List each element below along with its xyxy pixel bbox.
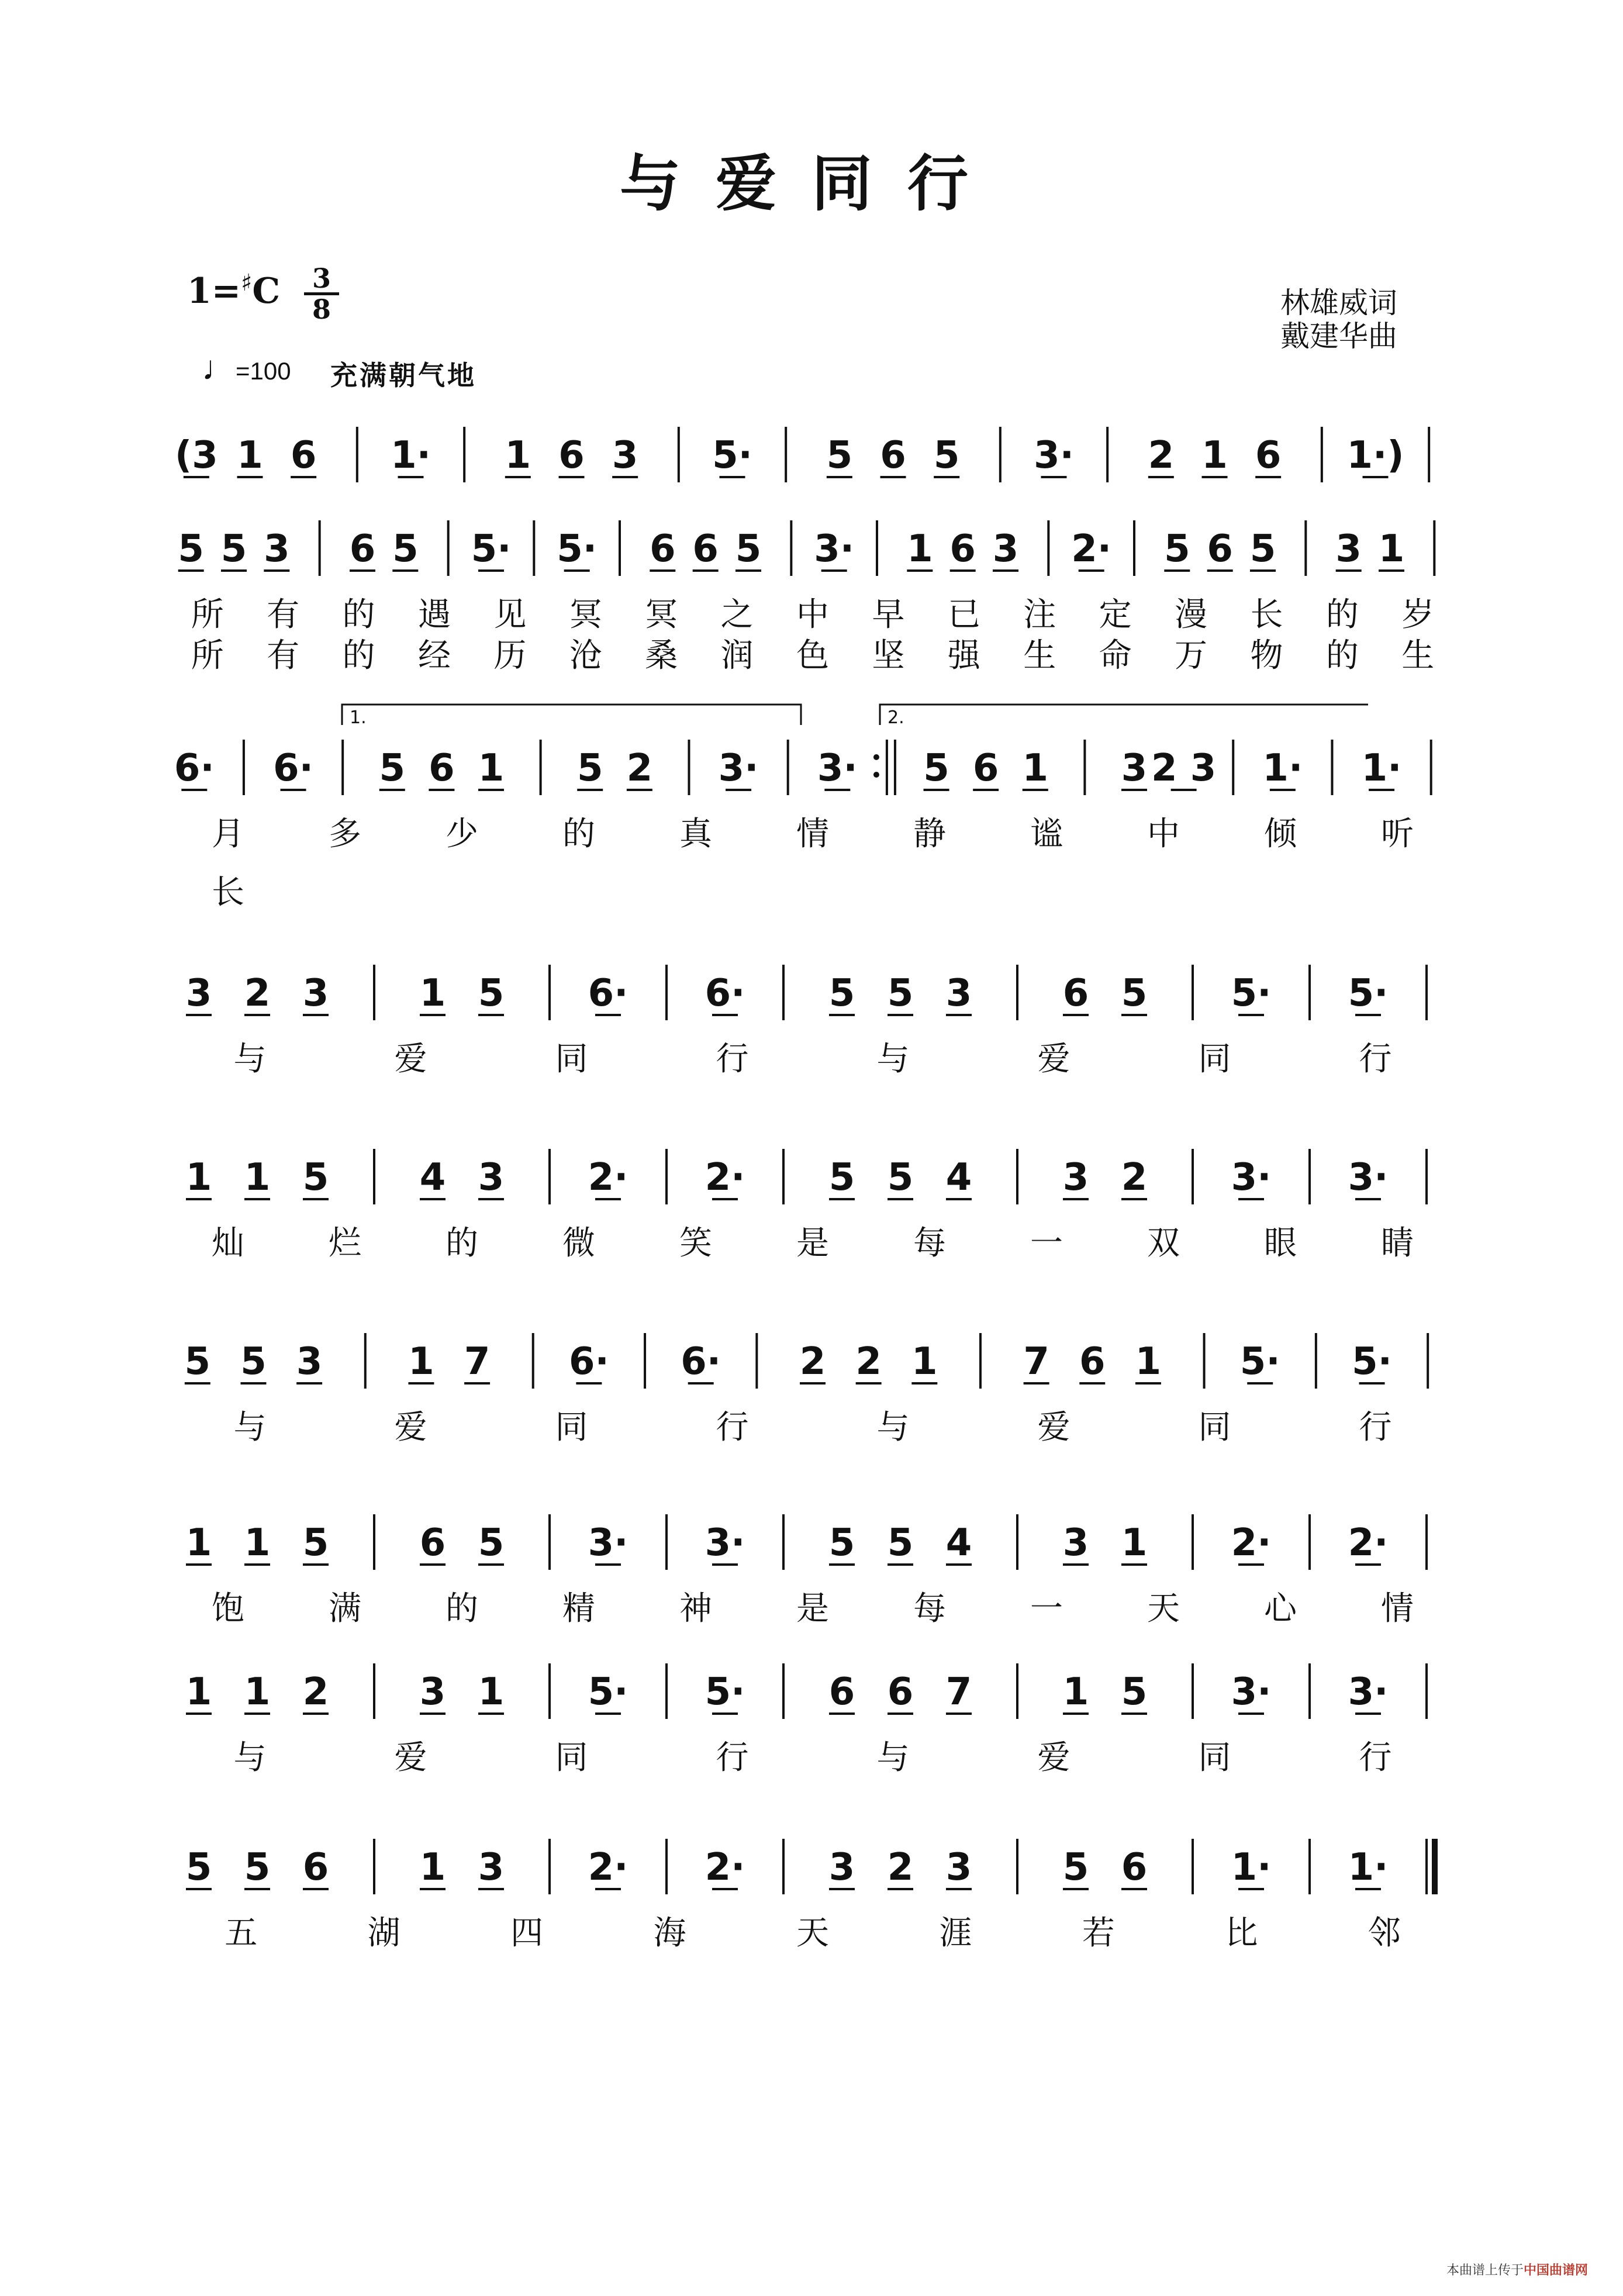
note-numeral: 6	[1207, 527, 1233, 571]
key-prefix: 1=	[187, 271, 241, 312]
lyric-char: 倾	[1264, 815, 1297, 853]
note-numeral: 1	[419, 972, 446, 1015]
time-denominator: 8	[304, 292, 339, 323]
lyric-char: 若	[1082, 1914, 1115, 1952]
time-numerator: 3	[312, 263, 331, 294]
note-numeral: 5	[828, 972, 855, 1015]
note-numeral: 2	[1121, 1156, 1148, 1199]
lyric-char: 行	[716, 1408, 749, 1446]
lyric-char: 漫	[1175, 596, 1208, 634]
note-numeral: 3	[945, 972, 972, 1015]
lyric-char: 与	[233, 1408, 267, 1446]
lyric-char-second-verse: 沧	[569, 637, 602, 675]
note-numeral: 6	[880, 434, 906, 477]
lyric-char-second-verse: 经	[417, 637, 451, 675]
note-numeral: 6·	[174, 747, 215, 790]
note-numeral: 6	[558, 434, 585, 477]
lyric-char-second-verse: 桑	[645, 637, 678, 675]
lyric-char: 湖	[367, 1914, 400, 1952]
note-numeral: 3	[1121, 747, 1148, 790]
lyric-char: 已	[947, 596, 980, 634]
expression-marking: 充满朝气地	[330, 360, 476, 391]
lyric-char: 岁	[1401, 596, 1435, 634]
note-numeral: 2	[244, 972, 271, 1015]
lyric-char: 满	[329, 1590, 361, 1628]
lyric-char: 与	[876, 1408, 910, 1446]
lyric-char: 的	[562, 815, 595, 853]
lyric-char: 双	[1147, 1224, 1180, 1262]
note-numeral: 2·	[705, 1156, 745, 1199]
lyric-char: 笑	[679, 1224, 712, 1262]
lyric-char: 饱	[212, 1590, 244, 1628]
lyric-char-second-verse: 生	[1023, 637, 1056, 675]
note-numeral: 1	[419, 1846, 446, 1889]
lyric-char: 烂	[329, 1224, 361, 1262]
lyric-char: 天	[796, 1914, 829, 1952]
lyric-char: 是	[796, 1590, 829, 1628]
note-numeral: 4	[419, 1156, 446, 1199]
note-numeral: 6	[302, 1846, 329, 1889]
note-numeral: 2·	[588, 1846, 629, 1889]
note-numeral: 4	[945, 1521, 972, 1565]
note-numeral: 5	[302, 1521, 329, 1565]
note-numeral: 3	[945, 1846, 972, 1889]
note-numeral: 3	[478, 1846, 505, 1889]
note-numeral: 3·	[1231, 1670, 1272, 1714]
lyric-char: 的	[1325, 596, 1359, 634]
lyric-char: 行	[1359, 1040, 1392, 1078]
note-numeral: 5	[185, 1846, 212, 1889]
note-numeral: 1	[244, 1521, 271, 1565]
lyric-char: 冥	[645, 596, 678, 634]
note-numeral: 1	[478, 1670, 505, 1714]
note-numeral: 7	[1023, 1340, 1049, 1383]
note-numeral: 3	[296, 1340, 323, 1383]
lyric-char: 与	[233, 1739, 267, 1777]
note-numeral: 1·	[1361, 747, 1402, 790]
repeat-dot	[873, 754, 879, 760]
note-numeral: 6	[1079, 1340, 1106, 1383]
note-numeral: 5·	[588, 1670, 629, 1714]
note-numeral: 2	[887, 1846, 914, 1889]
note-numeral: 5	[379, 747, 406, 790]
page-title: 与爱同行	[619, 148, 1003, 219]
note-numeral: 3	[419, 1670, 446, 1714]
composer-credit: 戴建华曲	[1280, 319, 1397, 353]
lyric-char: 情	[796, 815, 829, 853]
note-numeral: 5·	[557, 527, 598, 571]
note-numeral: 3	[612, 434, 638, 477]
note-numeral: 6	[419, 1521, 446, 1565]
note-numeral: 3	[828, 1846, 855, 1889]
lyric-char: 爱	[394, 1408, 427, 1446]
lyric-char: 同	[555, 1408, 588, 1446]
note-numeral: 1	[185, 1521, 212, 1565]
key-letter: C	[252, 271, 281, 312]
lyric-char: 遇	[417, 596, 451, 634]
note-numeral: 2	[626, 747, 653, 790]
lyric-char: 谧	[1030, 815, 1063, 853]
note-numeral: 2 3	[1151, 747, 1217, 790]
note-numeral: 5·	[1348, 972, 1389, 1015]
lyric-char: 爱	[1037, 1040, 1071, 1078]
note-numeral: 6	[949, 527, 976, 571]
lyric-char: 长	[1250, 596, 1283, 634]
lyricist-credit: 林雄威词	[1280, 286, 1397, 320]
note-numeral: 5	[478, 1521, 505, 1565]
note-numeral: 3	[478, 1156, 505, 1199]
note-numeral: 6	[290, 434, 317, 477]
note-numeral: 2·	[588, 1156, 629, 1199]
lyric-char: 真	[679, 815, 712, 853]
lyric-char: 同	[555, 1040, 588, 1078]
note-numeral: 3·	[588, 1521, 629, 1565]
note-numeral: 6	[429, 747, 455, 790]
lyric-char: 行	[716, 1040, 749, 1078]
note-numeral: 6·	[588, 972, 629, 1015]
lyric-char: 的	[342, 596, 375, 634]
note-numeral: 5	[392, 527, 419, 571]
note-numeral: 3	[992, 527, 1019, 571]
lyric-char: 天	[1147, 1590, 1180, 1628]
note-numeral: 5	[1062, 1846, 1089, 1889]
lyric-char: 行	[1359, 1408, 1392, 1446]
lyric-char: 四	[510, 1914, 544, 1952]
note-numeral: 5	[933, 434, 960, 477]
lyric-char: 神	[679, 1590, 712, 1628]
note-numeral: 6·	[568, 1340, 609, 1383]
lyric-char: 同	[1198, 1739, 1231, 1777]
note-numeral: 6·	[273, 747, 313, 790]
note-numeral: 5·	[1352, 1340, 1392, 1383]
lyric-char: 精	[562, 1590, 595, 1628]
note-numeral: 6	[828, 1670, 855, 1714]
note-numeral: 1	[1378, 527, 1405, 571]
lyric-char: 少	[446, 815, 478, 853]
note-numeral: 3·	[1348, 1670, 1389, 1714]
note-numeral: 6	[650, 527, 676, 571]
lyric-char-second-verse: 物	[1250, 637, 1283, 675]
note-numeral: 3·	[1231, 1156, 1272, 1199]
lyric-char: 所	[191, 596, 224, 634]
lyric-char-second-verse: 色	[796, 637, 829, 675]
lyric-char: 月	[212, 815, 244, 853]
lyric-char: 多	[329, 815, 361, 853]
note-numeral: 5·	[712, 434, 752, 477]
note-numeral: 5	[887, 1521, 914, 1565]
lyric-char: 之	[720, 596, 754, 634]
lyric-char-second-verse: 润	[720, 637, 754, 675]
note-numeral: 1	[478, 747, 505, 790]
note-numeral: 1	[244, 1156, 271, 1199]
lyric-char: 中	[1147, 815, 1180, 853]
lyric-char: 与	[233, 1040, 267, 1078]
lyric-char: 爱	[1037, 1739, 1071, 1777]
note-numeral: 4	[945, 1156, 972, 1199]
lyric-char: 每	[913, 1224, 946, 1262]
lyric-char: 静	[913, 815, 946, 853]
lyric-char-second-verse: 生	[1401, 637, 1435, 675]
lyric-char: 睛	[1381, 1224, 1414, 1262]
note-numeral: 6	[1062, 972, 1089, 1015]
volta-label-2: 2.	[888, 707, 904, 728]
lyric-char: 涯	[939, 1914, 972, 1952]
note-numeral: 1	[185, 1156, 212, 1199]
lyric-char: 每	[913, 1590, 946, 1628]
note-numeral: 5	[826, 434, 853, 477]
lyric-char: 冥	[569, 596, 602, 634]
note-numeral: 6	[349, 527, 376, 571]
note-numeral: 5	[923, 747, 949, 790]
note-numeral: 1·	[391, 434, 431, 477]
lyric-char: 注	[1023, 596, 1056, 634]
note-numeral: 2	[855, 1340, 882, 1383]
lyric-char-second-verse: 强	[947, 637, 980, 675]
sharp-icon: ♯	[241, 269, 253, 296]
tempo-value: =100	[236, 357, 291, 385]
note-numeral: 2·	[1071, 527, 1112, 571]
note-numeral: 6	[1255, 434, 1282, 477]
note-numeral: 1	[1135, 1340, 1162, 1383]
lyric-char: 有	[267, 596, 300, 634]
note-numeral: (3	[174, 434, 218, 477]
note-numeral: 5	[220, 527, 247, 571]
quarter-note-icon: ♩	[202, 349, 236, 387]
note-numeral: 3·	[817, 747, 858, 790]
lyric-char: 早	[872, 596, 905, 634]
lyric-char-second-verse: 万	[1175, 637, 1208, 675]
note-numeral: 3	[185, 972, 212, 1015]
note-numeral: 3	[1062, 1521, 1089, 1565]
note-numeral: 2·	[705, 1846, 745, 1889]
note-numeral: 5	[178, 527, 204, 571]
lyric-char: 听	[1381, 815, 1414, 853]
note-numeral: 1	[185, 1670, 212, 1714]
lyric-char-second-verse: 所	[191, 637, 224, 675]
note-numeral: 3·	[705, 1521, 745, 1565]
lyric-char-second-verse: 的	[1325, 637, 1359, 675]
footer-site: 中国曲谱网	[1523, 2263, 1588, 2277]
note-numeral: 1	[237, 434, 263, 477]
note-numeral: 2·	[1231, 1521, 1272, 1565]
note-numeral: 1	[1062, 1670, 1089, 1714]
lyric-char: 中	[796, 596, 829, 634]
note-numeral: 1	[911, 1340, 938, 1383]
note-numeral: 5	[184, 1340, 211, 1383]
note-numeral: 5	[478, 972, 505, 1015]
note-numeral: 5	[244, 1846, 271, 1889]
note-numeral: 3·	[1034, 434, 1074, 477]
lyric-char-second-verse: 命	[1099, 637, 1132, 675]
lyric-char: 行	[1359, 1739, 1392, 1777]
lyric-char: 五	[225, 1914, 258, 1952]
note-numeral: 5	[1249, 527, 1276, 571]
note-numeral: 5·	[1231, 972, 1272, 1015]
lyric-char: 与	[876, 1040, 910, 1078]
note-numeral: 1	[1121, 1521, 1148, 1565]
note-numeral: 5	[735, 527, 762, 571]
note-numeral: 6	[692, 527, 719, 571]
lyric-char-second-verse: 的	[342, 637, 375, 675]
lyric-char: 是	[796, 1224, 829, 1262]
lyric-char: 的	[446, 1224, 478, 1262]
note-numeral: 5	[828, 1521, 855, 1565]
lyric-char-second-verse: 有	[267, 637, 300, 675]
note-numeral: 6·	[681, 1340, 721, 1383]
footer-credit	[1446, 2260, 1588, 2278]
lyric-char: 同	[555, 1739, 588, 1777]
note-numeral: 2	[1148, 434, 1175, 477]
note-numeral: 3	[1335, 527, 1362, 571]
lyric-char: 爱	[1037, 1408, 1071, 1446]
note-numeral: 5	[1164, 527, 1190, 571]
note-numeral: 5·	[471, 527, 512, 571]
note-numeral: 3	[1062, 1156, 1089, 1199]
note-numeral: 3·	[718, 747, 759, 790]
note-numeral: 5	[1121, 972, 1148, 1015]
note-numeral: 1	[1201, 434, 1228, 477]
volta-label-1: 1.	[350, 707, 367, 728]
note-numeral: 1·	[1262, 747, 1303, 790]
lyric-char: 一	[1030, 1590, 1063, 1628]
note-numeral: 2	[799, 1340, 826, 1383]
note-numeral: 5	[1121, 1670, 1148, 1714]
lyric-char: 同	[1198, 1040, 1231, 1078]
lyric-char: 一	[1030, 1224, 1063, 1262]
note-numeral: 3·	[814, 527, 855, 571]
lyric-char-second-verse: 坚	[872, 637, 905, 675]
note-numeral: 1·	[1348, 1846, 1389, 1889]
lyric-char: 比	[1225, 1914, 1258, 1952]
volta-bracket-2	[880, 705, 1368, 725]
note-numeral: 7	[945, 1670, 972, 1714]
note-numeral: 6	[1121, 1846, 1148, 1889]
note-numeral: 5	[576, 747, 603, 790]
lyric-char: 心	[1264, 1590, 1297, 1628]
note-numeral: 2·	[1348, 1521, 1389, 1565]
note-numeral: 5·	[705, 1670, 745, 1714]
note-numeral: 1·)	[1346, 434, 1404, 477]
note-numeral: 6	[972, 747, 999, 790]
lyric-char: 邻	[1368, 1914, 1401, 1952]
note-numeral: 5	[828, 1156, 855, 1199]
note-numeral: 3·	[1348, 1156, 1389, 1199]
note-numeral: 6	[887, 1670, 914, 1714]
note-numeral: 1·	[1231, 1846, 1272, 1889]
lyric-char: 定	[1099, 596, 1132, 634]
lyric-char-second-verse: 历	[493, 637, 527, 675]
note-numeral: 5·	[1239, 1340, 1280, 1383]
note-numeral: 3	[302, 972, 329, 1015]
lyric-char: 爱	[394, 1739, 427, 1777]
note-numeral: 2	[302, 1670, 329, 1714]
lyric-char: 海	[653, 1914, 686, 1952]
lyric-char: 的	[446, 1590, 478, 1628]
volta-bracket-1	[342, 705, 801, 725]
lyric-char: 微	[562, 1224, 595, 1262]
note-numeral: 1	[244, 1670, 271, 1714]
note-numeral: 1	[408, 1340, 434, 1383]
lyric-char: 情	[1381, 1590, 1414, 1628]
lyric-char: 爱	[394, 1040, 427, 1078]
lyric-char: 同	[1198, 1408, 1231, 1446]
lyric-char: 灿	[212, 1224, 244, 1262]
lyric-char-second-verse: 长	[212, 873, 244, 912]
note-numeral: 1	[1022, 747, 1049, 790]
lyric-char: 与	[876, 1739, 910, 1777]
note-numeral: 5	[240, 1340, 267, 1383]
note-numeral: 5	[887, 1156, 914, 1199]
note-numeral: 7	[464, 1340, 491, 1383]
lyric-char: 行	[716, 1739, 749, 1777]
note-numeral: 5	[302, 1156, 329, 1199]
lyric-char: 眼	[1264, 1224, 1297, 1262]
footer-text: 本曲谱上传于	[1446, 2263, 1524, 2277]
repeat-dot	[873, 772, 879, 778]
note-numeral: 6·	[705, 972, 745, 1015]
note-numeral: 1	[505, 434, 531, 477]
lyric-char: 见	[493, 596, 527, 634]
note-numeral: 1	[907, 527, 933, 571]
note-numeral: 5	[887, 972, 914, 1015]
note-numeral: 3	[264, 527, 290, 571]
